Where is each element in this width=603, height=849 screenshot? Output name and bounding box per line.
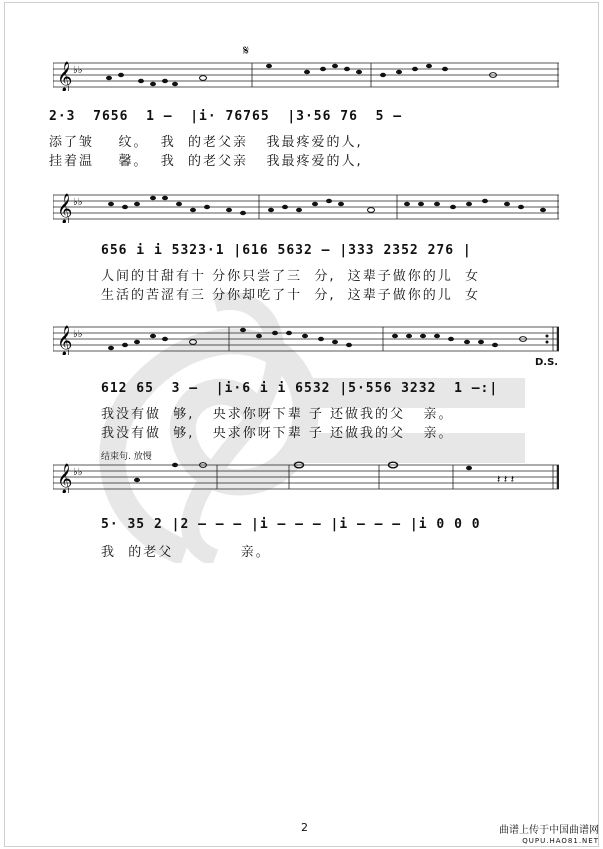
lyric-line-1b: 挂着温 馨。 我 的老父亲 我最疼爱的人, — [49, 154, 363, 169]
lyric-line-2b: 生活的苦涩有三 分你却吃了十 分, 这辈子做你的儿 女 — [101, 288, 481, 303]
notation-line-3: 612 65 3 – |i·6 i i 6532 |5·556 3232 1 –:| — [101, 381, 499, 396]
segno-mark: 𝄋 — [243, 43, 250, 59]
lyric-line-1a: 添了皱 纹。 我 的老父亲 我最疼爱的人, — [49, 135, 363, 150]
credit-url: QUPU.HAO81.NET — [522, 837, 599, 845]
lyric-line-3b: 我没有做 够, 央求你呀下辈 子 还做我的父 亲。 — [101, 426, 454, 441]
staff-3 — [53, 323, 559, 355]
staff-2 — [53, 191, 559, 223]
ds-mark: D.S. — [535, 357, 559, 368]
page-number: 2 — [301, 821, 308, 834]
staff-1 — [53, 59, 559, 91]
svg-text:♭♭: ♭♭ — [73, 197, 83, 208]
svg-text:♭♭: ♭♭ — [73, 467, 83, 478]
svg-text:𝄞: 𝄞 — [57, 62, 73, 91]
svg-text:♭♭: ♭♭ — [73, 65, 83, 76]
score-page — [4, 2, 599, 847]
notation-line-2: 656 i i 5323·1 |616 5632 – |333 2352 276 | — [101, 243, 472, 258]
svg-text:♭♭: ♭♭ — [73, 329, 83, 340]
notation-line-1: 2·3 7656 1 – |i· 76765 |3·56 76 5 – — [49, 109, 403, 124]
lyric-line-4: 我 的老父 亲。 — [101, 545, 271, 560]
svg-text:𝄽 𝄽 𝄽: 𝄽 𝄽 𝄽 — [497, 473, 515, 486]
svg-text:𝄞: 𝄞 — [57, 194, 73, 223]
site-credit — [499, 825, 599, 847]
lyric-line-2a: 人间的甘甜有十 分你只尝了三 分, 这辈子做你的儿 女 — [101, 269, 481, 284]
staff-4 — [53, 461, 559, 493]
lyric-line-3a: 我没有做 够, 央求你呀下辈 子 还做我的父 亲。 — [101, 407, 454, 422]
svg-text:𝄞: 𝄞 — [57, 464, 73, 493]
svg-text:𝄞: 𝄞 — [57, 326, 73, 355]
notation-line-4: 5· 35 2 |2 – – – |i – – – |i – – – |i 0 0 0 — [101, 517, 481, 532]
credit-line: 曲谱上传于中国曲谱网 — [499, 825, 599, 836]
ending-label: 结束句. 放慢 — [101, 452, 152, 462]
